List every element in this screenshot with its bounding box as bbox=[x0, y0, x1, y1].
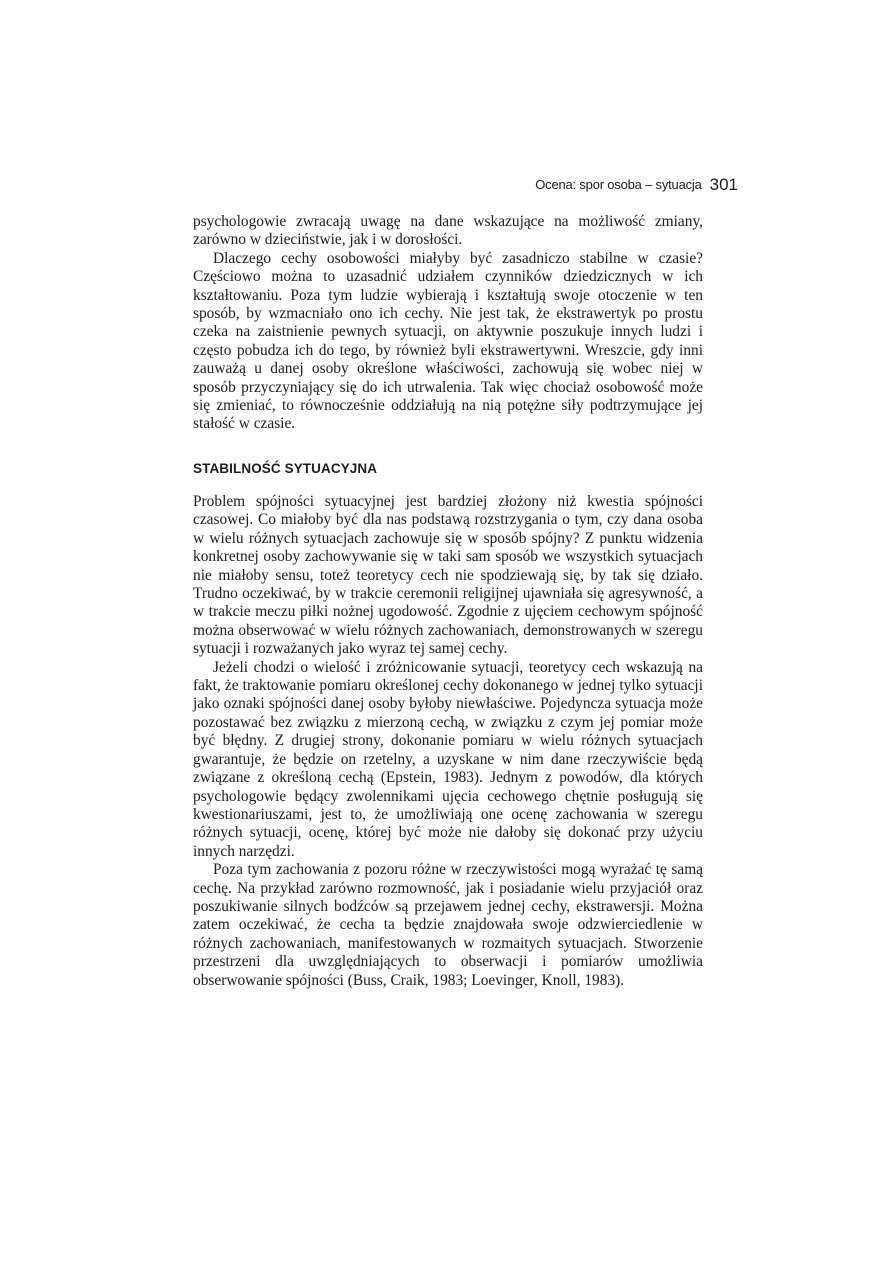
paragraph: Dlaczego cechy osobowości miałyby być zasadniczo stabilne w czasie? Częściowo można to uzasadnić udziałem czynników dziedzicznych w ich kształtowaniu. Poza tym ludzie wybierają i kształtują swoje otoczenie w ten sposób, by wzmacniało ono ich cechy. Nie jest tak, że ekstrawertyk po prostu czeka na zaistnienie pewnych sytuacji, on aktywnie poszukuje innych ludzi i często pobudza ich do tego, by również byli ekstrawertywni. Wreszcie, gdy inni zauważą u danej osoby określone właściwości, zachowują się wobec niej w sposób przyczyniający się do ich utrwalenia. Tak więc chociaż osobowość może się zmieniać, to równocześnie oddziałują na nią potężne siły podtrzymujące jej stałość w czasie. bbox=[193, 249, 703, 433]
page-number: 301 bbox=[709, 175, 738, 194]
paragraph: Poza tym zachowania z pozoru różne w rzeczywistości mogą wyrażać tę samą cechę. Na przykład zarówno rozmowność, jak i posiadanie wielu przyjaciół oraz poszukiwanie silnych bodźców są przejawem jednej cechy, ekstrawersji. Można zatem oczekiwać, że cecha ta będzie znajdowała swoje odzwierciedlenie w różnych zachowaniach, manifestowanych w rozmaitych sytuacjach. Stworzenie przestrzeni dla uwzględniających to obserwacji i pomiarów umożliwia obserwowanie spójności (Buss, Craik, 1983; Loevinger, Knoll, 1983). bbox=[193, 861, 703, 989]
running-title: Ocena: spor osoba – sytuacja bbox=[535, 177, 702, 192]
paragraph: psychologowie zwracają uwagę na dane wskazujące na możliwość zmiany, zarówno w dzieciństwie, jak i w dorosłości. bbox=[193, 213, 703, 249]
paragraph: Jeżeli chodzi o wielość i zróżnicowanie sytuacji, teoretycy cech wskazują na fakt, że traktowanie pomiaru określonej cechy dokonanego w jednej tylko sytuacji jako oznaki spójności danej osoby byłoby niewłaściwe. Pojedyncza sytuacja może pozostawać bez związku z mierzoną cechą, w związku z czym jej pomiar może być błędny. Z drugiej strony, dokonanie pomiaru w wielu różnych sytuacjach gwarantuje, że będzie on rzetelny, a uzyskane w nim dane rzeczywiście będą związane z określoną cechą (Epstein, 1983). Jednym z powodów, dla których psychologowie będący zwolennikami ujęcia cechowego chętnie posługują się kwestionariuszami, jest to, że umożliwiają one ocenę zachowania w szeregu różnych sytuacji, ocenę, której być może nie dałoby się dokonać przy użyciu innych narzędzi. bbox=[193, 658, 703, 860]
section-heading: STABILNOŚĆ SYTUACYJNA bbox=[193, 461, 378, 476]
intro-text bbox=[193, 213, 703, 434]
paragraph: Problem spójności sytuacyjnej jest bardziej złożony niż kwestia spójności czasowej. Co miałoby być dla nas podstawą rozstrzygania o tym, czy dana osoba w wielu różnych sytuacjach zachowuje się w sposób spójny? Z punktu widzenia konkretnej osoby zachowywanie się w taki sam sposób we wszystkich sytuacjach nie miałoby sensu, toteż teoretycy cech nie spodziewają się, by tak się działo. Trudno oczekiwać, by w trakcie ceremonii religijnej ujawniała się agresywność, a w trakcie meczu piłki nożnej ugodowość. Zgodnie z ujęciem cechowym spójność można obserwować w wielu różnych zachowaniach, demonstrowanych w szeregu sytuacji i rozważanych jako wyraz tej samej cechy. bbox=[193, 493, 703, 658]
running-header bbox=[193, 176, 738, 194]
section-text bbox=[193, 493, 703, 990]
